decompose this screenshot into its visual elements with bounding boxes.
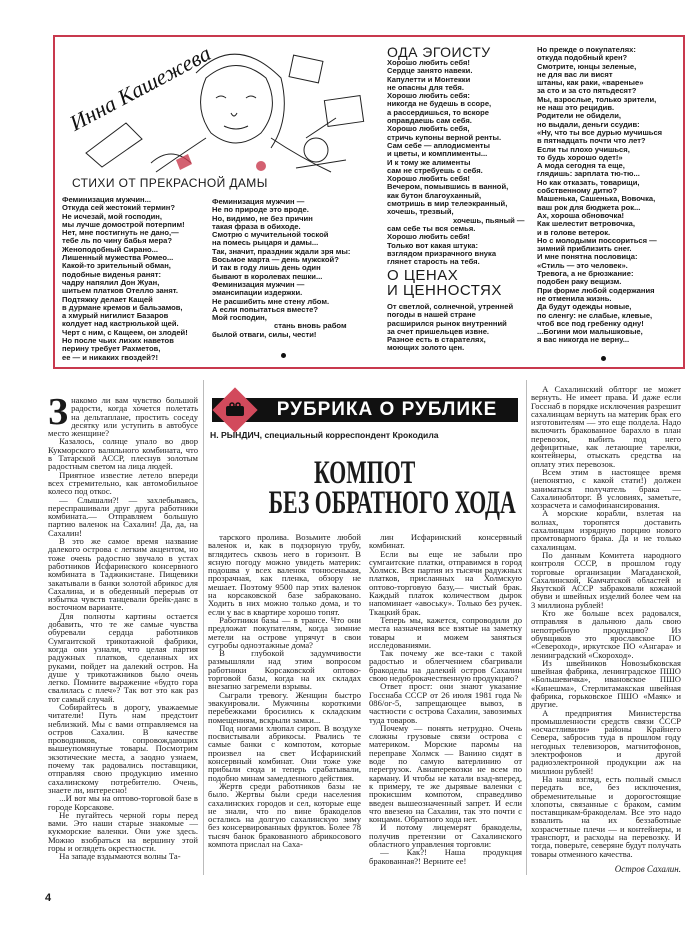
poem-line: смотришь в мир телеэкранный, xyxy=(387,199,508,209)
paragraph: Собирайтесь в дорогу, уважаемые читатели! Путь нам предстоит неблизкий. Мы с вами отправляемся на остров Сахалин. В качестве проводников, сопровождающих вышеупомянутые товары. Посмотрим экзотические места, а заодно узнаем, почему так радовались поставщики, отправляя свою продукцию именно сахалинскому потребителю. Очень, знаете ли, интересно! xyxy=(48,701,198,795)
poem-line: Сам себе — аплодисменты xyxy=(387,140,491,150)
poem-line: И к тому же алименты xyxy=(387,157,471,167)
poem-line: Хорошо любить себя! xyxy=(387,58,470,67)
drop-cap: З xyxy=(48,391,69,433)
prices-title-line-2: И ЦЕННОСТЯХ xyxy=(387,282,502,299)
poem-line: Но после чьих лихих наветов xyxy=(62,336,174,346)
poem-line: не наш это рецидив. xyxy=(537,103,615,113)
column-divider xyxy=(203,380,204,875)
paragraph: Кто же больше всех радовался, отправляя в дальнюю даль свою непотребную продукцию? Из обувщиков это ярославское ПО «Североход», иркутское ПО «Ангара» и ленинградский «Скороход». xyxy=(531,608,681,660)
poem-line: Откуда сей жестокий термин? xyxy=(62,203,175,213)
paragraph: На наш взгляд, есть полный смысл передать все, без исключения, обременительные и дорогостоящие хлопоты, связанные с браком, самим поставщикам-бракоделам. Все это надо взвалить на их беззаботные хозрасчетные плечи — и контейнеры, и транспорт, и расходы на перевозку. И тогда, поверьте, северяне будут получать товары отменного качества. xyxy=(531,773,681,859)
paragraph: тарского пролива. Возьмите любой валенок и, как в подзорную трубу, вглядитесь сквозь него в горизонт. В ясную погоду можно увидеть материк: подошва у всех валенок тонюсенькая, прозрачная, как пленка, обзору не мешает. Поэтому 9500 пар этих валенок на корсаковской базе забраковано. Ходить в них можно только дома, и то если у вас в квартире хорошо топят. xyxy=(208,532,361,617)
poem-line: в пятнадцать почти что лет? xyxy=(537,136,646,146)
poem-line: перину требует Рахметов, xyxy=(62,344,161,354)
rubric-title: РУБРИКА О РУБЛИКЕ xyxy=(276,399,498,420)
poem-line: шитьем платков Отелло занят. xyxy=(62,286,178,296)
poem-line: Хорошо любить себя! xyxy=(387,174,470,184)
poem-line: моющих золото цен. xyxy=(387,343,465,353)
poem-line: Черт с ним, с Кащеем, он злодей! xyxy=(62,327,188,337)
poem-line: в дурмане кремов и бальзамов, xyxy=(62,302,183,312)
poem-line: собственному дитю? xyxy=(537,186,618,196)
poem-line: Ах, хороша обновочка! xyxy=(537,210,625,220)
article-column-3 xyxy=(369,533,522,865)
poem-line: не опасны для тебя. xyxy=(387,82,464,92)
poem-line: Феминизация мужчин... xyxy=(62,195,151,204)
poem-ode-to-egoist xyxy=(387,59,524,266)
poem-feminization-part-1 xyxy=(62,196,188,362)
poem-line: за сто и за сто пятьдесят? xyxy=(537,86,637,96)
poem-line: то будь хорошо одет!» xyxy=(537,152,623,162)
poem-line: зимний приблизить снег. xyxy=(537,244,632,254)
poem-line: Но, видимо, не без причин xyxy=(212,213,313,223)
poem-line: Смотрю с мучительной тоской xyxy=(212,230,329,240)
poem-line: Феминизация мужчин — xyxy=(212,279,305,289)
paragraph: Теперь мы, кажется, сопроводили до места назначения все взятые на заметку товары и можем заняться исследованиями. xyxy=(369,614,522,650)
paragraph: Казалось, солнце упало во двор Кукморского валяльного комбината, что в Татарской АССР, плеснув золотым радостным светом на лица людей. xyxy=(48,436,198,472)
poem-line: хочешь, пьяный — xyxy=(453,215,525,225)
poem-line: как бутон благоуханный, xyxy=(387,190,482,200)
poet-illustration xyxy=(56,38,374,174)
poem-line: не отменила жизнь. xyxy=(537,293,612,303)
paragraph: А Сахалинский облторг не может вернуть. Не имеет права. И даже если Госснаб в порядке исключения разрешит сахалинцам вернуть на материк брак его изготовителям — это еще полдела. Надо включить бракованное барахло в план перевозок, выбить под него дефицитные, как летающие тарелки, контейнеры, отыскать средства на оплату этих перевозок. xyxy=(531,384,681,469)
poem-line: глядишь: зарплата тю-тю... xyxy=(537,169,640,179)
poem-line: и в голове ветерок. xyxy=(537,227,611,237)
article-location-signature: Остров Сахалин. xyxy=(614,863,681,874)
poem-line: подобные виденья ранят: xyxy=(62,269,161,279)
poem-line: чтоб все под гребенку одну! xyxy=(537,318,644,328)
paragraph: На западе вздымаются волны Та- xyxy=(59,851,181,862)
poem-line: Разное есть в старателях, xyxy=(387,335,486,345)
poem-line: Но как отказать, товарищи, xyxy=(537,177,640,187)
paragraph: В это же самое время название далекого острова с легким акцентом, но тоже очень радостно звучало в устах работников Исфаринского консервного комбината в Таджикистане. Пищевики закатывали в банки золотой абрикос для Сахалина, и в обеденный перерыв от избытка чувств танцевали брейк-данс в восточном варианте. xyxy=(48,536,198,613)
poem-line: Как шелестит ветровочка, xyxy=(537,219,635,229)
paragraph: В глубокой задумчивости размышляли над этим вопросом работники Корсаковской оптово-торговой базы, когда на их складах внезапно загремели взрывы. xyxy=(208,648,361,692)
article-column-4 xyxy=(531,385,681,875)
article-byline: Н. РЫНДИЧ, специальный корреспондент Крокодила xyxy=(210,430,439,440)
poem-line: на помесь рыцаря и дамы... xyxy=(212,238,319,248)
poem-line: Смотрите, юнцы зеленые, xyxy=(537,61,637,71)
poem-line: Не исчезай, мой господин, xyxy=(62,211,162,221)
poem-line: Но с молодыми поссориться — xyxy=(537,235,657,245)
poem-line: тебе ль по чину бабья мера? xyxy=(62,236,172,246)
paragraph: лин Исфаринский консервный комбинат. xyxy=(369,532,522,551)
poem-line: Не по природе это вроде. xyxy=(212,205,309,215)
poem-line: за счет пришельцев извне. xyxy=(387,326,490,336)
paragraph: Почему — понять нетрудно. Очень сложны грузовые связи острова с материком. Морские паромы на переправе Холмск — Ванино сидят в воде по самую ватерлинию от перегрузок. Авиаперевозки не всем по карману. И чтобы не катали взад-вперед, к примеру, те же дырявые валенки с прокисшим компотом, справедливо введен вышеозначенный запрет. И если что ввезено на Сахалин, так это почти с концами. Обратного хода нет. xyxy=(369,722,522,825)
poem-line: погоды в нашей стране xyxy=(387,310,476,320)
paragraph: Для полноты картины остается добавить, что те же самые чувства обуревали сердца работников Сумгаитской трикотажной фабрики, когда они узнали, что целая партия радужных платков, сделанных их руками, пойдет на далекий остров. На душе у трикотажников было очень легко. Помните выражение «будто гора свалилась с плеч»? Так вот это как раз тот самый случай. xyxy=(48,610,198,704)
poem-line: Сердце занято навеки. xyxy=(387,66,473,76)
paragraph: Если вы еще не забыли про сумгаитские платки, отправимся в город Холмск. Вся партия из тысячи радужных платков, присланных на Холмскую оптово-торговую базу,— чистый брак. Каждый платок количеством дырок напоминает «авоську». Только без ручек. Ткацкий брак. xyxy=(369,548,522,617)
poem-line: «Ну, что ты все дурью мучишься xyxy=(537,127,663,137)
poem-line: не для вас ли висят xyxy=(537,69,613,79)
paragraph: — Слышали?! — захлебываясь, переспрашивали друг друга работники комбината.— Отправляем большую партию валенок на Сахалин! Да, да, на Сахалин! xyxy=(48,494,198,538)
paragraph: Из швейников Новозыбковская швейная фабрика, ленинградское ПШО «Большевичка», ивановское ПШО «Кинешма», Стерлитамакская швейная фабрика, горьковское ПШО «Маяк» и другие. xyxy=(531,657,681,710)
poem-line: но выдали, деньги ссудив: xyxy=(537,119,640,129)
paragraph: Под ногами хлюпал сироп. В воздухе посвистывали абрикосы. Рвались те самые банки с компотом, которые произвел на свет Исфаринский консервный комбинат. Они тоже уже прибыли сюда и теперь срабатывали, подобно минам замедленного действия. xyxy=(208,722,361,783)
poem-line: откуда подобный крен? xyxy=(537,53,628,63)
paragraph: Работники базы — в трансе. Что они предложат покупателям, когда зимние метели на острове упрячут в свои сугробы одноэтажные дома? xyxy=(208,614,361,650)
poem-feminization-part-2 xyxy=(212,198,350,339)
poem-line: ее — и никаких гвоздей?! xyxy=(62,352,159,362)
prices-title-line-1: О ЦЕНАХ xyxy=(387,267,459,284)
poem-line: хочешь, трезвый, xyxy=(387,207,454,217)
poem-line: эмансипации издержки. xyxy=(212,288,303,298)
poem-line: И мне понятна пословица: xyxy=(537,252,638,262)
poem-line: ...Богини мои малышковые, xyxy=(537,327,643,337)
poem-line: Лишенный мужества Ромео... xyxy=(62,253,174,263)
column-divider xyxy=(526,380,527,875)
poem-line: бывают в королевах пешки... xyxy=(212,271,323,281)
poem-line: а хмурый нигилист Базаров xyxy=(62,311,169,321)
article-title-text: БЕЗ ОБРАТНОГО ХОДА xyxy=(268,485,516,521)
article-column-2 xyxy=(208,533,361,848)
poem-line: Да будут одежды новые, xyxy=(537,302,632,312)
poem-line: Родители не обидели, xyxy=(537,111,622,121)
poem-line: Вечером, помывшись в ванной, xyxy=(387,182,509,192)
paragraph: — Как?! Наша продукция бракованная?! Верните ее! xyxy=(369,847,522,866)
poem-line: Мы, взрослые, только зрители, xyxy=(537,94,657,104)
paragraph: Приятное известие летело впереди всех стремительно, как автомобильное колесо под откос. xyxy=(48,469,198,497)
poem-line: глянет старость на тебя. xyxy=(387,257,480,267)
separator-bullet xyxy=(281,353,286,358)
poem-line: и цветы, и комплименты... xyxy=(387,149,488,159)
poem-line: При форме любой содержания xyxy=(537,285,655,295)
poem-line: Тревога, а не брюзжание: xyxy=(537,269,634,279)
poem-line: Не расшибить мне стену лбом. xyxy=(212,296,330,306)
poem-line: Нет, мне постигнуть не дано,— xyxy=(62,228,179,238)
poem-line: Так, значит, праздник ждали зря мы: xyxy=(212,246,351,256)
poem-line: Если ты плохо учишься, xyxy=(537,144,630,154)
poem-line: сам себе ты вся семья. xyxy=(387,223,476,233)
poem-line: Феминизация мужчин — xyxy=(212,197,305,206)
poem-line: Но прежде о покупателях: xyxy=(537,45,636,54)
article-title-text: КОМПОТ xyxy=(314,455,416,491)
poem-line: Только вот какая штука: xyxy=(387,240,478,250)
illustration-caption: СТИХИ ОТ ПРЕКРАСНОЙ ДАМЫ xyxy=(72,176,268,190)
paragraph: А морские корабли, взлетая на волнах, торопятся доставить сахалинцам изрядную порцию нового промтоварного брака. Да и не только сахалинцам. xyxy=(531,508,681,552)
poem-line: Женоподобный Сирано... xyxy=(62,244,159,254)
intro-paragraph: накомо ли вам чувство большой радости, когда хочется полетать на дельтаплане, простить соседу десятку или уступить в автобусе место женщине? xyxy=(48,395,198,439)
poem-line: стань вновь рабом xyxy=(274,321,347,331)
paragraph: Всем этим в настоящее время (непонятно, с какой стати!) должен заниматься получатель брака — Сахалиноблторг. В условиях, заметьте, хозрасчета и самофинансирования. xyxy=(531,466,681,511)
poem-line: И так в году лишь день один xyxy=(212,263,321,273)
paragraph: А предприятия Министерства промышленности средств связи СССР «осчастливили» районы Крайнего Севера, забросив туда в прошлом году негодных телевизоров, магнитофонов, электрофонов и другой радиоэлектронной продукции аж на миллион рублей! xyxy=(531,707,681,776)
paragraph: И потому лицемерят бракоделы, получив претензии от Сахалинского областного управления торговли: xyxy=(369,822,522,849)
column-4-paragraphs xyxy=(531,385,681,858)
poem-line: Хорошо любить себя: xyxy=(387,91,470,101)
poem-line: А если попытаться вместе? xyxy=(212,304,319,314)
poem-line: А мода сегодня та еще, xyxy=(537,161,625,171)
poem-line: мы лучше домострой потерпим! xyxy=(62,219,185,229)
poem-line: оправдаешь сам себя. xyxy=(387,116,472,126)
poem-line: Капулетти и Монтекки xyxy=(387,74,471,84)
poem-line: а рассердишься, то вскоре xyxy=(387,107,489,117)
poem-line: Какой-то зрительный обман, xyxy=(62,261,171,271)
paragraph: Ответ прост: они знают указание Госснаба СССР от 26 июля 1981 года № 086/ог-5, запрещающее вывоз, в частности с острова Сахалин, завозимых туда товаров. xyxy=(369,681,522,725)
poem-line: Подтяжку делает Кащей xyxy=(62,294,153,304)
poem-line: стричь купоны верной ренты. xyxy=(387,132,502,142)
poem-prices-continuation xyxy=(537,46,662,345)
article-title-line-2 xyxy=(205,485,525,521)
poem-line: Хорошо любить себя, xyxy=(387,124,470,134)
poem-line: такая фраза в обиходе. xyxy=(212,221,301,231)
paragraph: Так почему же все-таки с такой радостью и облегчением сбагривали бракоделы на далекий остров Сахалин свою недоброкачественную продукцию? xyxy=(369,648,522,684)
poem-prices-and-values xyxy=(387,303,513,353)
poem-line: по сленгу: не слабые, клевые, xyxy=(537,310,653,320)
poem-line: былой отваги, силы, чести! xyxy=(212,329,317,339)
paragraph: ...И вот мы на оптово-торговой базе в городе Корсакове. xyxy=(48,793,198,812)
poem-line: Хорошо любить себя! xyxy=(387,232,470,242)
poem-line: ваш рок для бюджета рок... xyxy=(537,202,641,212)
page-number: 4 xyxy=(45,892,52,904)
poem-line: я вас никогда не верну... xyxy=(537,335,630,345)
poem-line: штаны, как раки, «вареные» xyxy=(537,78,644,88)
poem-line: чадру напялил Дон Жуан, xyxy=(62,277,160,287)
paragraph: Сыграли тревогу. Женщин быстро эвакуировали. Мужчины короткими перебежками бросились к складским помещениям, вскрыли замки... xyxy=(208,689,361,725)
poem-line: никогда не будешь в ссоре, xyxy=(387,99,492,109)
poem-line: Восьмое марта — день мужской? xyxy=(212,255,339,265)
paragraph: Не пугайтесь черной горы перед вами. Это наши старые знакомые — кукморские валенки. Они уже здесь. Можно взобраться на вершину этой горы и оглядеть окрестности. xyxy=(48,809,198,854)
ode-title: ОДА ЭГОИСТУ xyxy=(387,44,491,60)
poem-line: Машенька, Сашенька, Вовочка, xyxy=(537,194,656,204)
article-title-line-1 xyxy=(205,455,525,491)
poem-line: подобен раку вещизм. xyxy=(537,277,622,287)
article-column-1 xyxy=(48,391,198,862)
poet-signature: Инна Кашежева xyxy=(65,40,215,136)
purse-icon xyxy=(225,401,245,417)
poem-line: «Стиль — это человек». xyxy=(537,260,628,270)
paragraph: По данным Комитета народного контроля СССР, в прошлом году торговые организации Магаданской, Сахалинской, Камчатской областей и Якутской АССР забраковали кожаной обуви и швейных изделий более чем на 3 миллиона рублей! xyxy=(531,549,681,610)
poem-line: колдует над кастрюлькой щей. xyxy=(62,319,179,329)
poem-line: сам не стребуешь с себя. xyxy=(387,165,483,175)
poem-line: Мой господин, xyxy=(212,313,267,323)
separator-bullet xyxy=(601,356,606,361)
poem-line: расширился рынок внутренний xyxy=(387,318,507,328)
column-1-paragraphs xyxy=(48,437,198,860)
paragraph: Жертв среди работников базы не было. Жертвы были среди населения сахалинских городов и сел, которые еще не знали, что по вине бракоделов остались на долгую сахалинскую зиму без консервированных фруктов. Более 78 тысяч банок бракованного абрикосового компота прислал на Саха- xyxy=(208,780,361,849)
poem-line: взглядом призрачного внука xyxy=(387,248,497,258)
poem-line: От светлой, солнечной, утренней xyxy=(387,302,514,311)
